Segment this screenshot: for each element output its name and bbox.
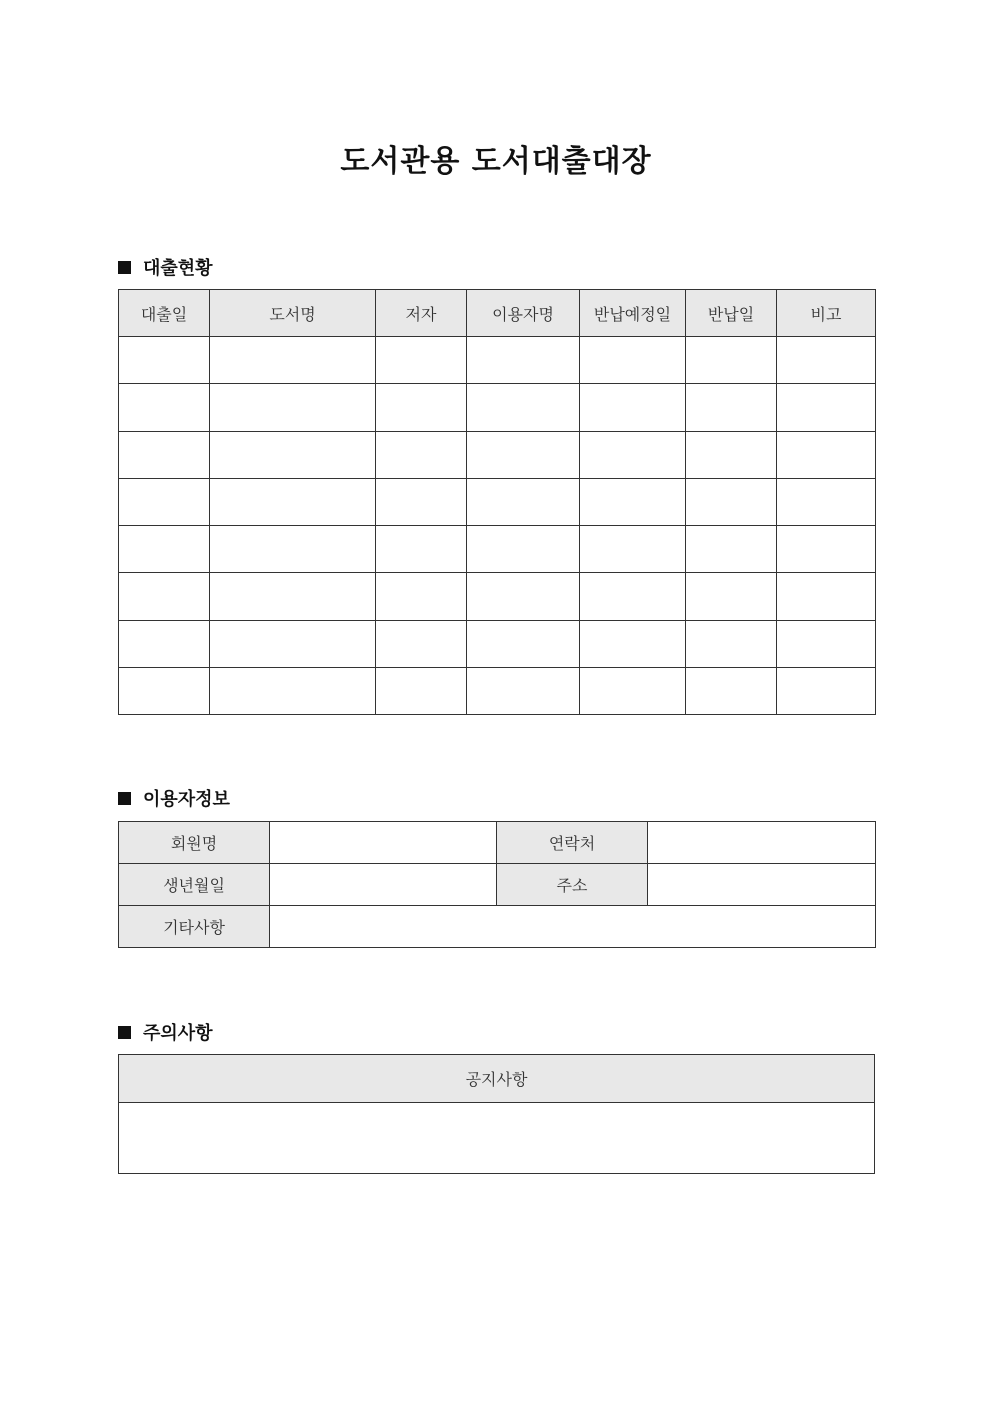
table-cell[interactable] <box>376 431 467 478</box>
contact-field[interactable] <box>648 822 876 864</box>
table-cell[interactable] <box>119 573 210 620</box>
table-cell[interactable] <box>376 526 467 573</box>
address-field[interactable] <box>648 864 876 906</box>
table-cell[interactable] <box>777 573 876 620</box>
table-cell[interactable] <box>580 573 686 620</box>
notice-section-heading <box>118 1019 213 1045</box>
column-header-return-date: 반납일 <box>686 290 777 337</box>
table-cell[interactable] <box>119 384 210 431</box>
loan-section-heading <box>118 254 213 280</box>
table-cell[interactable] <box>467 526 580 573</box>
table-cell[interactable] <box>686 620 777 667</box>
table-cell[interactable] <box>777 337 876 384</box>
column-header-borrower: 이용자명 <box>467 290 580 337</box>
table-row <box>119 526 876 573</box>
user-info-row <box>119 906 876 948</box>
table-row <box>119 620 876 667</box>
table-cell[interactable] <box>210 526 376 573</box>
table-cell[interactable] <box>777 526 876 573</box>
notice-table <box>118 1054 875 1174</box>
table-cell[interactable] <box>467 384 580 431</box>
document-title: 도서관용 도서대출대장 <box>340 144 652 179</box>
square-bullet-icon <box>118 261 131 274</box>
table-cell[interactable] <box>686 431 777 478</box>
table-cell[interactable] <box>210 337 376 384</box>
table-cell[interactable] <box>777 478 876 525</box>
table-cell[interactable] <box>376 667 467 714</box>
member-name-field[interactable] <box>270 822 497 864</box>
table-cell[interactable] <box>686 337 777 384</box>
notice-header-row <box>119 1055 875 1103</box>
table-cell[interactable] <box>119 478 210 525</box>
notice-section-title: 주의사항 <box>143 1023 213 1044</box>
table-cell[interactable] <box>467 667 580 714</box>
square-bullet-icon <box>118 792 131 805</box>
other-notes-field[interactable] <box>270 906 876 948</box>
table-row <box>119 573 876 620</box>
birthdate-label: 생년월일 <box>119 864 270 906</box>
table-cell[interactable] <box>777 431 876 478</box>
column-header-due-date: 반납예정일 <box>580 290 686 337</box>
table-cell[interactable] <box>686 384 777 431</box>
table-cell[interactable] <box>686 667 777 714</box>
column-header-remarks: 비고 <box>777 290 876 337</box>
contact-label: 연락처 <box>497 822 648 864</box>
table-row <box>119 478 876 525</box>
table-cell[interactable] <box>119 526 210 573</box>
square-bullet-icon <box>118 1026 131 1039</box>
notice-body-field[interactable] <box>119 1103 875 1174</box>
table-cell[interactable] <box>467 337 580 384</box>
table-cell[interactable] <box>119 620 210 667</box>
address-label: 주소 <box>497 864 648 906</box>
user-info-row <box>119 864 876 906</box>
table-cell[interactable] <box>580 667 686 714</box>
notice-body-row <box>119 1103 875 1174</box>
table-cell[interactable] <box>210 384 376 431</box>
table-cell[interactable] <box>376 478 467 525</box>
table-cell[interactable] <box>686 478 777 525</box>
other-notes-label: 기타사항 <box>119 906 270 948</box>
table-cell[interactable] <box>210 667 376 714</box>
table-cell[interactable] <box>580 620 686 667</box>
notice-header: 공지사항 <box>119 1055 875 1103</box>
table-cell[interactable] <box>580 478 686 525</box>
table-cell[interactable] <box>210 478 376 525</box>
table-cell[interactable] <box>376 384 467 431</box>
table-row <box>119 384 876 431</box>
table-cell[interactable] <box>119 667 210 714</box>
member-name-label: 회원명 <box>119 822 270 864</box>
table-cell[interactable] <box>580 337 686 384</box>
table-cell[interactable] <box>580 526 686 573</box>
user-section-heading <box>118 785 230 811</box>
table-cell[interactable] <box>467 573 580 620</box>
table-cell[interactable] <box>686 573 777 620</box>
loan-table <box>118 289 876 715</box>
table-cell[interactable] <box>580 431 686 478</box>
user-info-row <box>119 822 876 864</box>
table-row <box>119 667 876 714</box>
table-cell[interactable] <box>777 667 876 714</box>
table-cell[interactable] <box>686 526 777 573</box>
table-cell[interactable] <box>467 431 580 478</box>
column-header-book-title: 도서명 <box>210 290 376 337</box>
birthdate-field[interactable] <box>270 864 497 906</box>
table-cell[interactable] <box>467 620 580 667</box>
table-cell[interactable] <box>210 620 376 667</box>
table-cell[interactable] <box>210 573 376 620</box>
table-cell[interactable] <box>777 384 876 431</box>
table-cell[interactable] <box>376 337 467 384</box>
user-section-title: 이용자정보 <box>143 789 230 810</box>
table-cell[interactable] <box>210 431 376 478</box>
table-cell[interactable] <box>580 384 686 431</box>
user-info-table <box>118 821 876 948</box>
column-header-author: 저자 <box>376 290 467 337</box>
table-cell[interactable] <box>777 620 876 667</box>
table-cell[interactable] <box>376 573 467 620</box>
table-cell[interactable] <box>119 337 210 384</box>
table-cell[interactable] <box>119 431 210 478</box>
table-row <box>119 337 876 384</box>
loan-table-header-row <box>119 290 876 337</box>
column-header-loan-date: 대출일 <box>119 290 210 337</box>
table-row <box>119 431 876 478</box>
table-cell[interactable] <box>467 478 580 525</box>
table-cell[interactable] <box>376 620 467 667</box>
loan-section-title: 대출현황 <box>143 258 213 279</box>
